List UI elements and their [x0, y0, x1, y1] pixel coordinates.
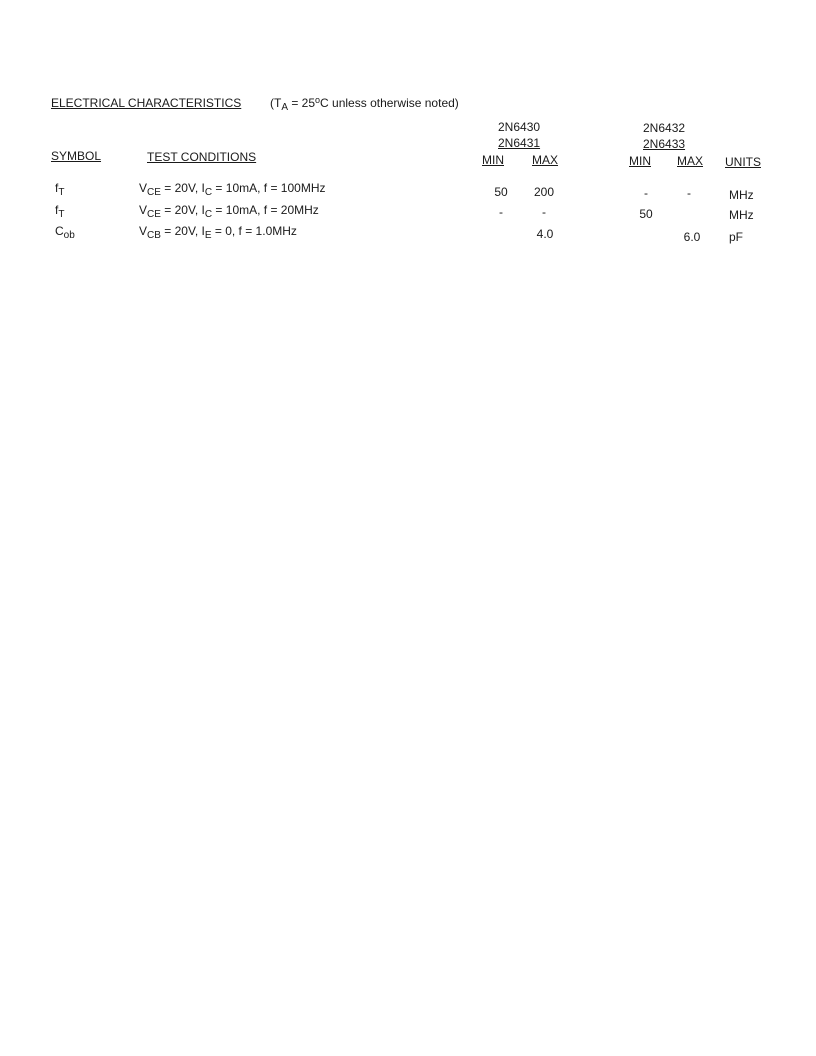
row2-symbol-sub: T: [58, 209, 65, 220]
row3-symbol-main: C: [55, 224, 64, 238]
group1-part-b: 2N6431: [498, 136, 541, 150]
row1-conditions: [139, 181, 326, 198]
row1-symbol-sub: T: [58, 187, 65, 198]
row1-cond-v: V: [139, 181, 148, 195]
row1-g1-max: 200: [533, 185, 555, 199]
row1-cond-i-sub: C: [204, 187, 213, 198]
row2-conditions: [139, 203, 319, 220]
row2-g2-min: 50: [639, 207, 653, 221]
condition-rest: C unless otherwise noted): [320, 96, 459, 110]
condition-eq: = 25: [288, 96, 316, 110]
condition-sub: A: [281, 102, 288, 113]
row1-cond-end: = 10mA, f = 100MHz: [212, 181, 326, 195]
col-test-conditions: TEST CONDITIONS: [147, 150, 257, 164]
row1-cond-mid: = 20V, I: [160, 181, 205, 195]
col-g2-min: MIN: [629, 154, 651, 168]
col-g1-min: MIN: [482, 153, 504, 167]
col-g2-max: MAX: [677, 154, 704, 168]
row1-symbol-main: f: [55, 181, 59, 195]
row3-cond-v-sub: CB: [147, 230, 161, 241]
row2-g1-max: -: [542, 205, 546, 219]
row1-g2-max: -: [687, 186, 691, 200]
row3-cond-end: = 0, f = 1.0MHz: [211, 224, 297, 238]
row1-cond-v-sub: CE: [147, 187, 161, 198]
row2-g1-min: -: [499, 205, 503, 219]
row3-g2-max: 6.0: [683, 230, 701, 244]
row1-symbol: [55, 181, 65, 198]
row2-cond-i-sub: C: [204, 209, 213, 220]
row2-symbol: [55, 203, 65, 220]
row3-symbol-sub: ob: [63, 230, 75, 241]
row3-g1-max: 4.0: [536, 227, 554, 241]
col-g1-max: MAX: [532, 153, 559, 167]
row3-symbol: [55, 224, 75, 241]
group1-part-a: 2N6430: [498, 120, 541, 134]
row3-cond-mid: = 20V, I: [160, 224, 205, 238]
degree-mark: o: [315, 95, 321, 105]
row2-symbol-main: f: [55, 203, 59, 217]
row2-units: MHz: [729, 208, 754, 222]
group2-part-a: 2N6432: [643, 121, 686, 135]
row1-g1-min: 50: [494, 185, 508, 199]
col-units: UNITS: [725, 155, 761, 169]
row3-cond-v: V: [139, 224, 148, 238]
row3-units: pF: [729, 230, 744, 244]
condition-prefix: (T: [270, 96, 282, 110]
row1-g2-min: -: [644, 186, 648, 200]
row3-cond-i-sub: E: [204, 230, 212, 241]
row2-cond-end: = 10mA, f = 20MHz: [212, 203, 319, 217]
section-title: ELECTRICAL CHARACTERISTICS: [51, 96, 242, 110]
row2-cond-v-sub: CE: [147, 209, 161, 220]
group2-part-b: 2N6433: [643, 137, 686, 151]
row2-cond-v: V: [139, 203, 148, 217]
row3-conditions: [139, 224, 297, 241]
row1-units: MHz: [729, 188, 754, 202]
row2-cond-mid: = 20V, I: [160, 203, 205, 217]
test-condition-note: [270, 95, 459, 113]
col-symbol: SYMBOL: [51, 149, 102, 163]
